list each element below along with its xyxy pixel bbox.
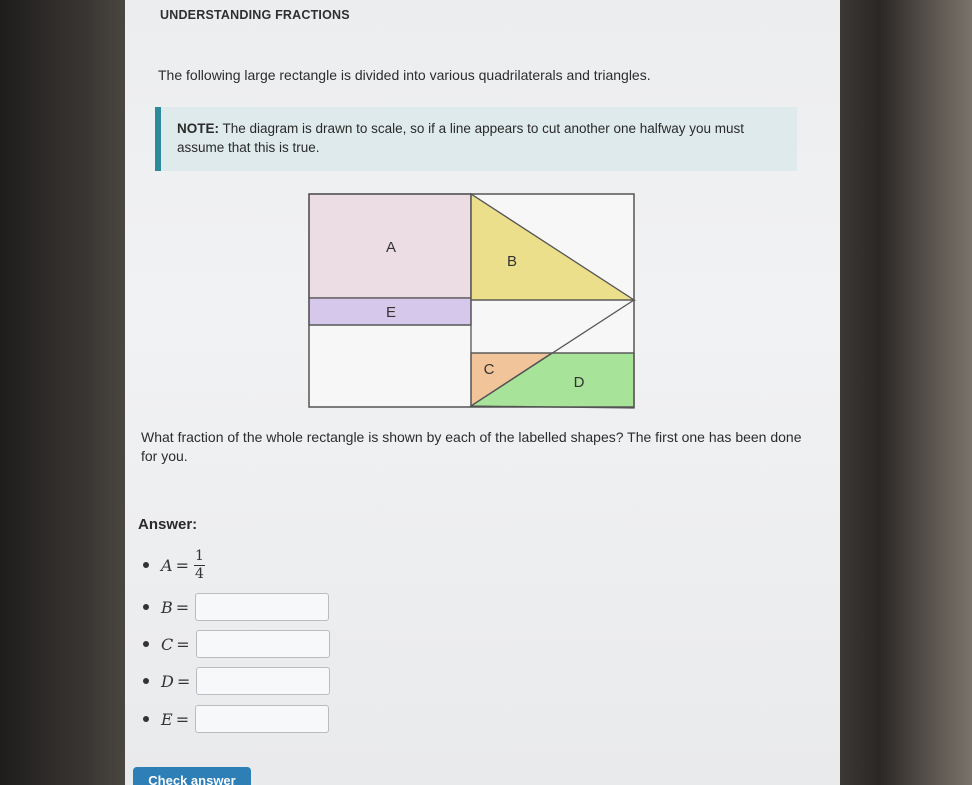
bullet — [143, 604, 149, 610]
answer-row-a — [143, 547, 205, 582]
answer-input-e[interactable] — [195, 705, 329, 733]
note-body: The diagram is drawn to scale, so if a line appears to cut another one halfway you must assume that this is true. — [177, 121, 745, 155]
device-bezel-left — [0, 0, 125, 785]
device-bezel-right — [840, 0, 972, 785]
label-d: D — [573, 374, 585, 391]
answer-var: A — [161, 555, 173, 575]
bullet — [143, 678, 149, 684]
note-callout — [155, 107, 797, 171]
answer-row-b — [143, 592, 329, 622]
answer-input-d[interactable] — [196, 667, 330, 695]
equals-sign: = — [175, 709, 190, 729]
label-a: A — [385, 239, 397, 256]
check-answer-button[interactable]: Check answer — [133, 767, 251, 785]
fraction-numerator: 1 — [195, 547, 204, 564]
diagram-svg — [307, 190, 637, 410]
equals-sign: = — [176, 634, 190, 654]
answer-var: E — [161, 709, 173, 729]
answer-input-b[interactable] — [195, 593, 329, 621]
worksheet-page — [125, 0, 840, 785]
answer-row-d — [143, 666, 330, 696]
equals-sign: = — [176, 671, 191, 691]
answer-row-c — [143, 629, 330, 659]
bullet — [143, 562, 149, 568]
page-title: UNDERSTANDING FRACTIONS — [160, 8, 350, 22]
note-text-block — [177, 119, 787, 157]
label-c: C — [483, 361, 495, 378]
label-b: B — [506, 253, 518, 270]
bullet — [143, 641, 149, 647]
answer-row-e — [143, 704, 329, 734]
answer-label: Answer: — [138, 516, 198, 533]
fraction-diagram — [307, 190, 637, 415]
fraction-denominator: 4 — [195, 565, 204, 582]
fraction-one-quarter — [194, 549, 205, 582]
answer-var: C — [161, 634, 174, 654]
equals-sign: = — [175, 555, 189, 575]
answer-var: B — [161, 597, 173, 617]
question-text: What fraction of the whole rectangle is shown by each of the labelled shapes? The first one has been done for you. — [141, 429, 802, 464]
intro-text: The following large rectangle is divided into various quadrilaterals and triangles. — [158, 67, 651, 83]
answer-input-c[interactable] — [196, 630, 330, 658]
equals-sign: = — [175, 597, 190, 617]
bullet — [143, 716, 149, 722]
label-e: E — [385, 304, 397, 321]
note-label: NOTE: — [177, 121, 219, 136]
answer-var: D — [161, 671, 174, 691]
